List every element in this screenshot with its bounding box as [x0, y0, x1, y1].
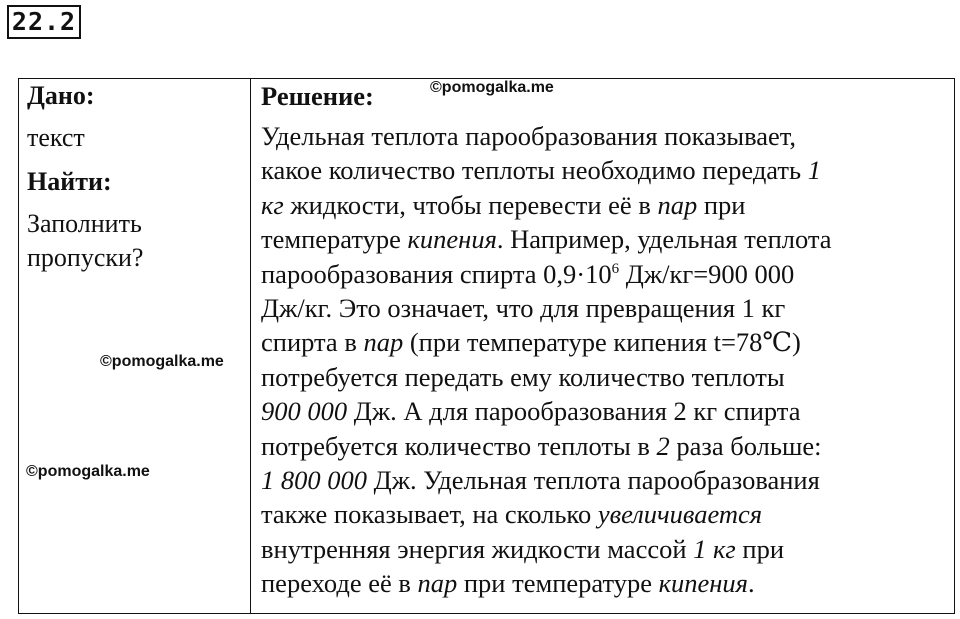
- find-heading: Найти:: [27, 167, 112, 196]
- text-segment: потребуется количество теплоты в: [261, 430, 657, 461]
- solution-line: [261, 497, 951, 531]
- text-segment: .: [748, 568, 755, 599]
- solution-text: [261, 119, 951, 600]
- solution-line: [261, 429, 951, 463]
- italic-term: 1 800 000: [261, 464, 367, 495]
- solution-line: [261, 257, 951, 291]
- text-segment: Дж/кг=900 000: [619, 258, 795, 289]
- italic-term: кипения: [658, 568, 748, 599]
- text-segment: . Например, удельная теплота: [496, 224, 832, 255]
- watermark: ©pomogalka.me: [100, 353, 224, 370]
- problem-number: 22.2: [7, 5, 81, 39]
- solution-line: [261, 532, 951, 566]
- italic-term: 2: [656, 430, 670, 461]
- text-segment: (при температуре кипения t=78℃): [403, 327, 801, 358]
- text-segment: также показывает, на сколько: [261, 499, 598, 530]
- italic-term: 1 кг: [693, 533, 736, 564]
- solution-line: [261, 119, 951, 153]
- watermark: ©pomogalka.me: [430, 79, 554, 96]
- text-segment: при: [735, 533, 785, 564]
- text-segment: переходе её в: [261, 568, 418, 599]
- solution-line: [261, 291, 951, 325]
- italic-term: увеличивается: [597, 499, 763, 530]
- text-segment: жидкости, чтобы перевести её в: [283, 189, 658, 220]
- given-value: текст: [27, 123, 85, 152]
- italic-term: 1: [807, 155, 821, 186]
- solution-heading: Решение:: [261, 81, 374, 111]
- text-segment: Удельная теплота парообразования показывает,: [261, 121, 796, 151]
- italic-term: пар: [657, 189, 698, 220]
- text-segment: раза больше:: [669, 430, 822, 461]
- text-segment: спирта в: [261, 327, 364, 358]
- text-segment: парообразования спирта 0,9·10: [261, 258, 612, 289]
- find-value: Заполнить пропуски?: [27, 209, 144, 272]
- solution-line: [261, 222, 951, 256]
- italic-term: кипения: [407, 224, 497, 255]
- superscript: 6: [611, 260, 620, 277]
- solution-line: [261, 153, 951, 187]
- solution-line: [261, 566, 951, 600]
- text-segment: температуре: [261, 224, 408, 255]
- italic-term: пар: [417, 568, 458, 599]
- solution-line: [261, 360, 951, 394]
- text-segment: при температуре: [457, 568, 659, 599]
- text-segment: Дж. Удельная теплота парообразования: [367, 464, 820, 495]
- solution-line: [261, 325, 951, 359]
- text-segment: Дж. А для парообразования 2 кг спирта: [347, 396, 801, 427]
- text-segment: потребуется передать ему количество теплоты: [261, 361, 785, 392]
- solution-table: [18, 78, 955, 614]
- watermark: ©pomogalka.me: [26, 463, 150, 480]
- italic-term: 900 000: [261, 396, 348, 427]
- text-segment: какое количество теплоты необходимо передать: [261, 155, 808, 186]
- solution-line: [261, 394, 951, 428]
- text-segment: внутренняя энергия жидкости массой: [261, 533, 694, 564]
- italic-term: кг: [261, 189, 284, 220]
- text-segment: Дж/кг. Это означает, что для превращения 1 кг: [261, 292, 786, 323]
- text-segment: при: [697, 189, 746, 220]
- solution-line: [261, 463, 951, 497]
- column-divider: [250, 79, 251, 613]
- italic-term: пар: [363, 327, 404, 358]
- solution-line: [261, 188, 951, 222]
- given-heading: Дано:: [27, 81, 95, 110]
